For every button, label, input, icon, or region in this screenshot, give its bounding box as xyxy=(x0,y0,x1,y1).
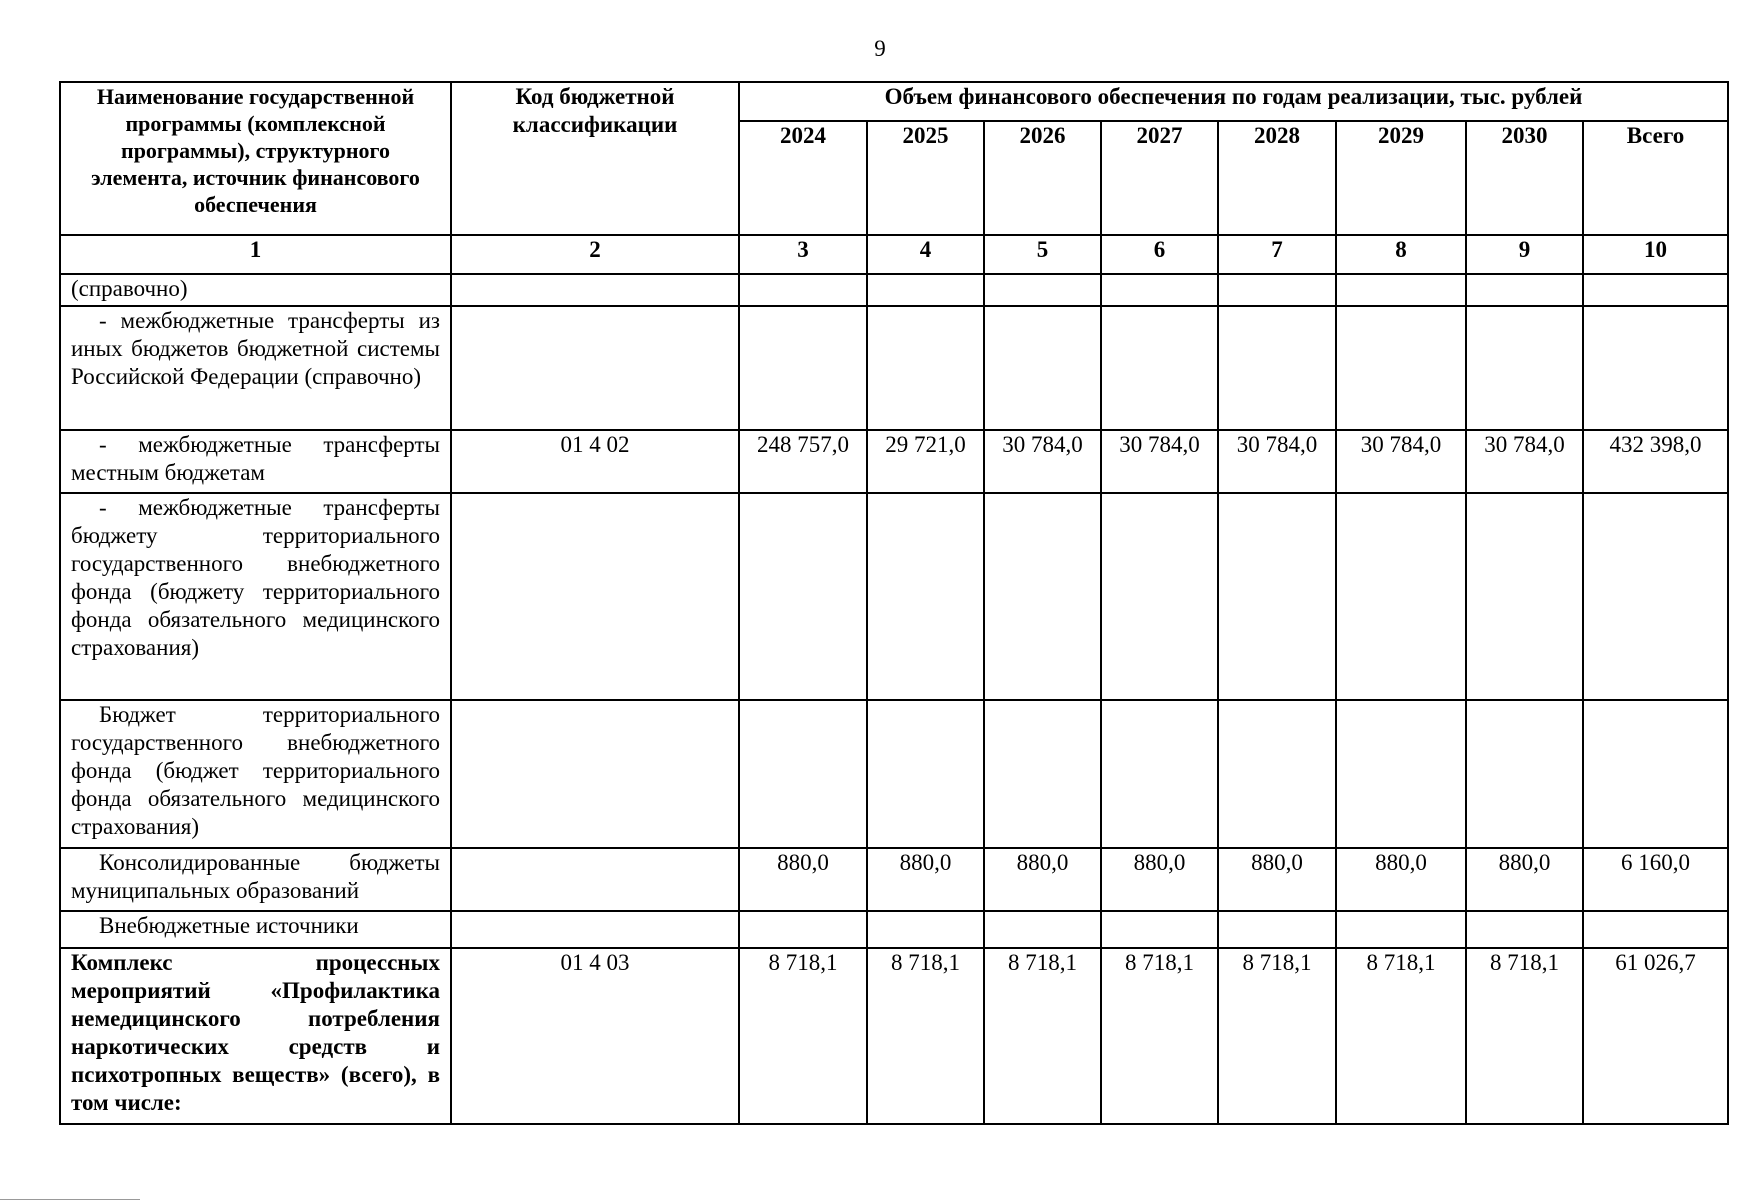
header-volume: Объем финансового обеспечения по годам реализации, тыс. рублей xyxy=(739,82,1728,121)
row-name: - межбюджетные трансферты бюджету территориального государственного внебюджетного фонда (бюджету территориального фонда обязательного медицинского страхования) xyxy=(60,493,451,700)
row-value: 30 784,0 xyxy=(1101,430,1218,493)
column-number: 3 xyxy=(739,235,867,274)
row-value xyxy=(1336,700,1466,848)
row-total xyxy=(1583,274,1728,306)
row-total: 6 160,0 xyxy=(1583,848,1728,911)
header-year: 2030 xyxy=(1466,121,1583,235)
row-code xyxy=(451,848,739,911)
table-row xyxy=(60,848,1728,911)
header-total: Всего xyxy=(1583,121,1728,235)
row-name: - межбюджетные трансферты местным бюджетам xyxy=(60,430,451,493)
row-value xyxy=(1218,700,1336,848)
row-value xyxy=(867,700,984,848)
page-number: 9 xyxy=(874,36,886,61)
header-year: 2025 xyxy=(867,121,984,235)
row-value xyxy=(1336,493,1466,700)
row-value: 880,0 xyxy=(984,848,1101,911)
column-number: 7 xyxy=(1218,235,1336,274)
row-value: 248 757,0 xyxy=(739,430,867,493)
financing-table xyxy=(59,81,1729,1125)
row-name: Комплекс процессных мероприятий «Профилактика немедицинского потребления наркотических средств и психотропных веществ» (всего), в том числе: xyxy=(60,948,451,1124)
row-value: 880,0 xyxy=(1336,848,1466,911)
row-total xyxy=(1583,911,1728,948)
table-row xyxy=(60,430,1728,493)
row-code xyxy=(451,274,739,306)
row-code: 01 4 03 xyxy=(451,948,739,1124)
row-value xyxy=(867,911,984,948)
row-value xyxy=(1218,493,1336,700)
row-value: 8 718,1 xyxy=(867,948,984,1124)
column-number: 5 xyxy=(984,235,1101,274)
row-value: 8 718,1 xyxy=(1466,948,1583,1124)
row-name: - межбюджетные трансферты из иных бюджетов бюджетной системы Российской Федерации (справочно) xyxy=(60,306,451,430)
row-code xyxy=(451,493,739,700)
row-value: 8 718,1 xyxy=(1218,948,1336,1124)
row-value xyxy=(984,274,1101,306)
row-value xyxy=(1101,493,1218,700)
row-value xyxy=(1466,911,1583,948)
row-value xyxy=(739,274,867,306)
row-value xyxy=(1218,911,1336,948)
row-value xyxy=(1466,700,1583,848)
row-value: 30 784,0 xyxy=(1218,430,1336,493)
row-value xyxy=(739,493,867,700)
row-value: 8 718,1 xyxy=(984,948,1101,1124)
row-value xyxy=(984,911,1101,948)
header-code: Код бюджетной классификации xyxy=(451,82,739,235)
row-value xyxy=(1336,274,1466,306)
row-value xyxy=(1336,911,1466,948)
row-total xyxy=(1583,700,1728,848)
row-code xyxy=(451,700,739,848)
row-value: 8 718,1 xyxy=(739,948,867,1124)
row-code xyxy=(451,911,739,948)
row-code xyxy=(451,306,739,430)
row-value xyxy=(1218,306,1336,430)
row-code: 01 4 02 xyxy=(451,430,739,493)
column-number: 8 xyxy=(1336,235,1466,274)
table-row xyxy=(60,948,1728,1124)
row-name: Внебюджетные источники xyxy=(60,911,451,948)
column-number: 6 xyxy=(1101,235,1218,274)
row-total: 432 398,0 xyxy=(1583,430,1728,493)
row-value xyxy=(867,274,984,306)
row-value xyxy=(1101,274,1218,306)
row-value xyxy=(1466,274,1583,306)
row-value xyxy=(739,911,867,948)
row-value xyxy=(867,306,984,430)
row-total xyxy=(1583,306,1728,430)
column-number: 9 xyxy=(1466,235,1583,274)
row-value xyxy=(739,700,867,848)
row-total xyxy=(1583,493,1728,700)
row-name: Консолидированные бюджеты муниципальных образований xyxy=(60,848,451,911)
row-value xyxy=(1466,306,1583,430)
row-value: 880,0 xyxy=(1466,848,1583,911)
table-row xyxy=(60,700,1728,848)
row-value: 29 721,0 xyxy=(867,430,984,493)
row-value xyxy=(984,306,1101,430)
column-number: 4 xyxy=(867,235,984,274)
row-value xyxy=(1101,700,1218,848)
table-row xyxy=(60,493,1728,700)
column-numbers-row xyxy=(60,235,1728,274)
column-number: 10 xyxy=(1583,235,1728,274)
row-value xyxy=(1101,306,1218,430)
row-value: 8 718,1 xyxy=(1336,948,1466,1124)
row-value: 8 718,1 xyxy=(1101,948,1218,1124)
row-value: 30 784,0 xyxy=(1466,430,1583,493)
header-year: 2024 xyxy=(739,121,867,235)
row-value: 880,0 xyxy=(739,848,867,911)
header-year: 2027 xyxy=(1101,121,1218,235)
header-name: Наименование государственной программы (комплексной программы), структурного элемента, источник финансового обеспечения xyxy=(60,82,451,235)
row-value: 30 784,0 xyxy=(984,430,1101,493)
row-value xyxy=(1101,911,1218,948)
header-year: 2029 xyxy=(1336,121,1466,235)
row-value xyxy=(1336,306,1466,430)
row-value xyxy=(1466,493,1583,700)
row-value xyxy=(984,700,1101,848)
row-value xyxy=(1218,274,1336,306)
table-row xyxy=(60,911,1728,948)
row-value xyxy=(739,306,867,430)
column-number: 1 xyxy=(60,235,451,274)
row-value: 880,0 xyxy=(1101,848,1218,911)
header-year: 2028 xyxy=(1218,121,1336,235)
row-value: 30 784,0 xyxy=(1336,430,1466,493)
row-total: 61 026,7 xyxy=(1583,948,1728,1124)
row-name: Бюджет территориального государственного внебюджетного фонда (бюджет территориального фонда обязательного медицинского страхования) xyxy=(60,700,451,848)
row-value xyxy=(867,493,984,700)
column-number: 2 xyxy=(451,235,739,274)
row-value xyxy=(984,493,1101,700)
header-year: 2026 xyxy=(984,121,1101,235)
row-value: 880,0 xyxy=(867,848,984,911)
table-row xyxy=(60,274,1728,306)
row-name: (справочно) xyxy=(60,274,451,306)
table-row xyxy=(60,306,1728,430)
row-value: 880,0 xyxy=(1218,848,1336,911)
